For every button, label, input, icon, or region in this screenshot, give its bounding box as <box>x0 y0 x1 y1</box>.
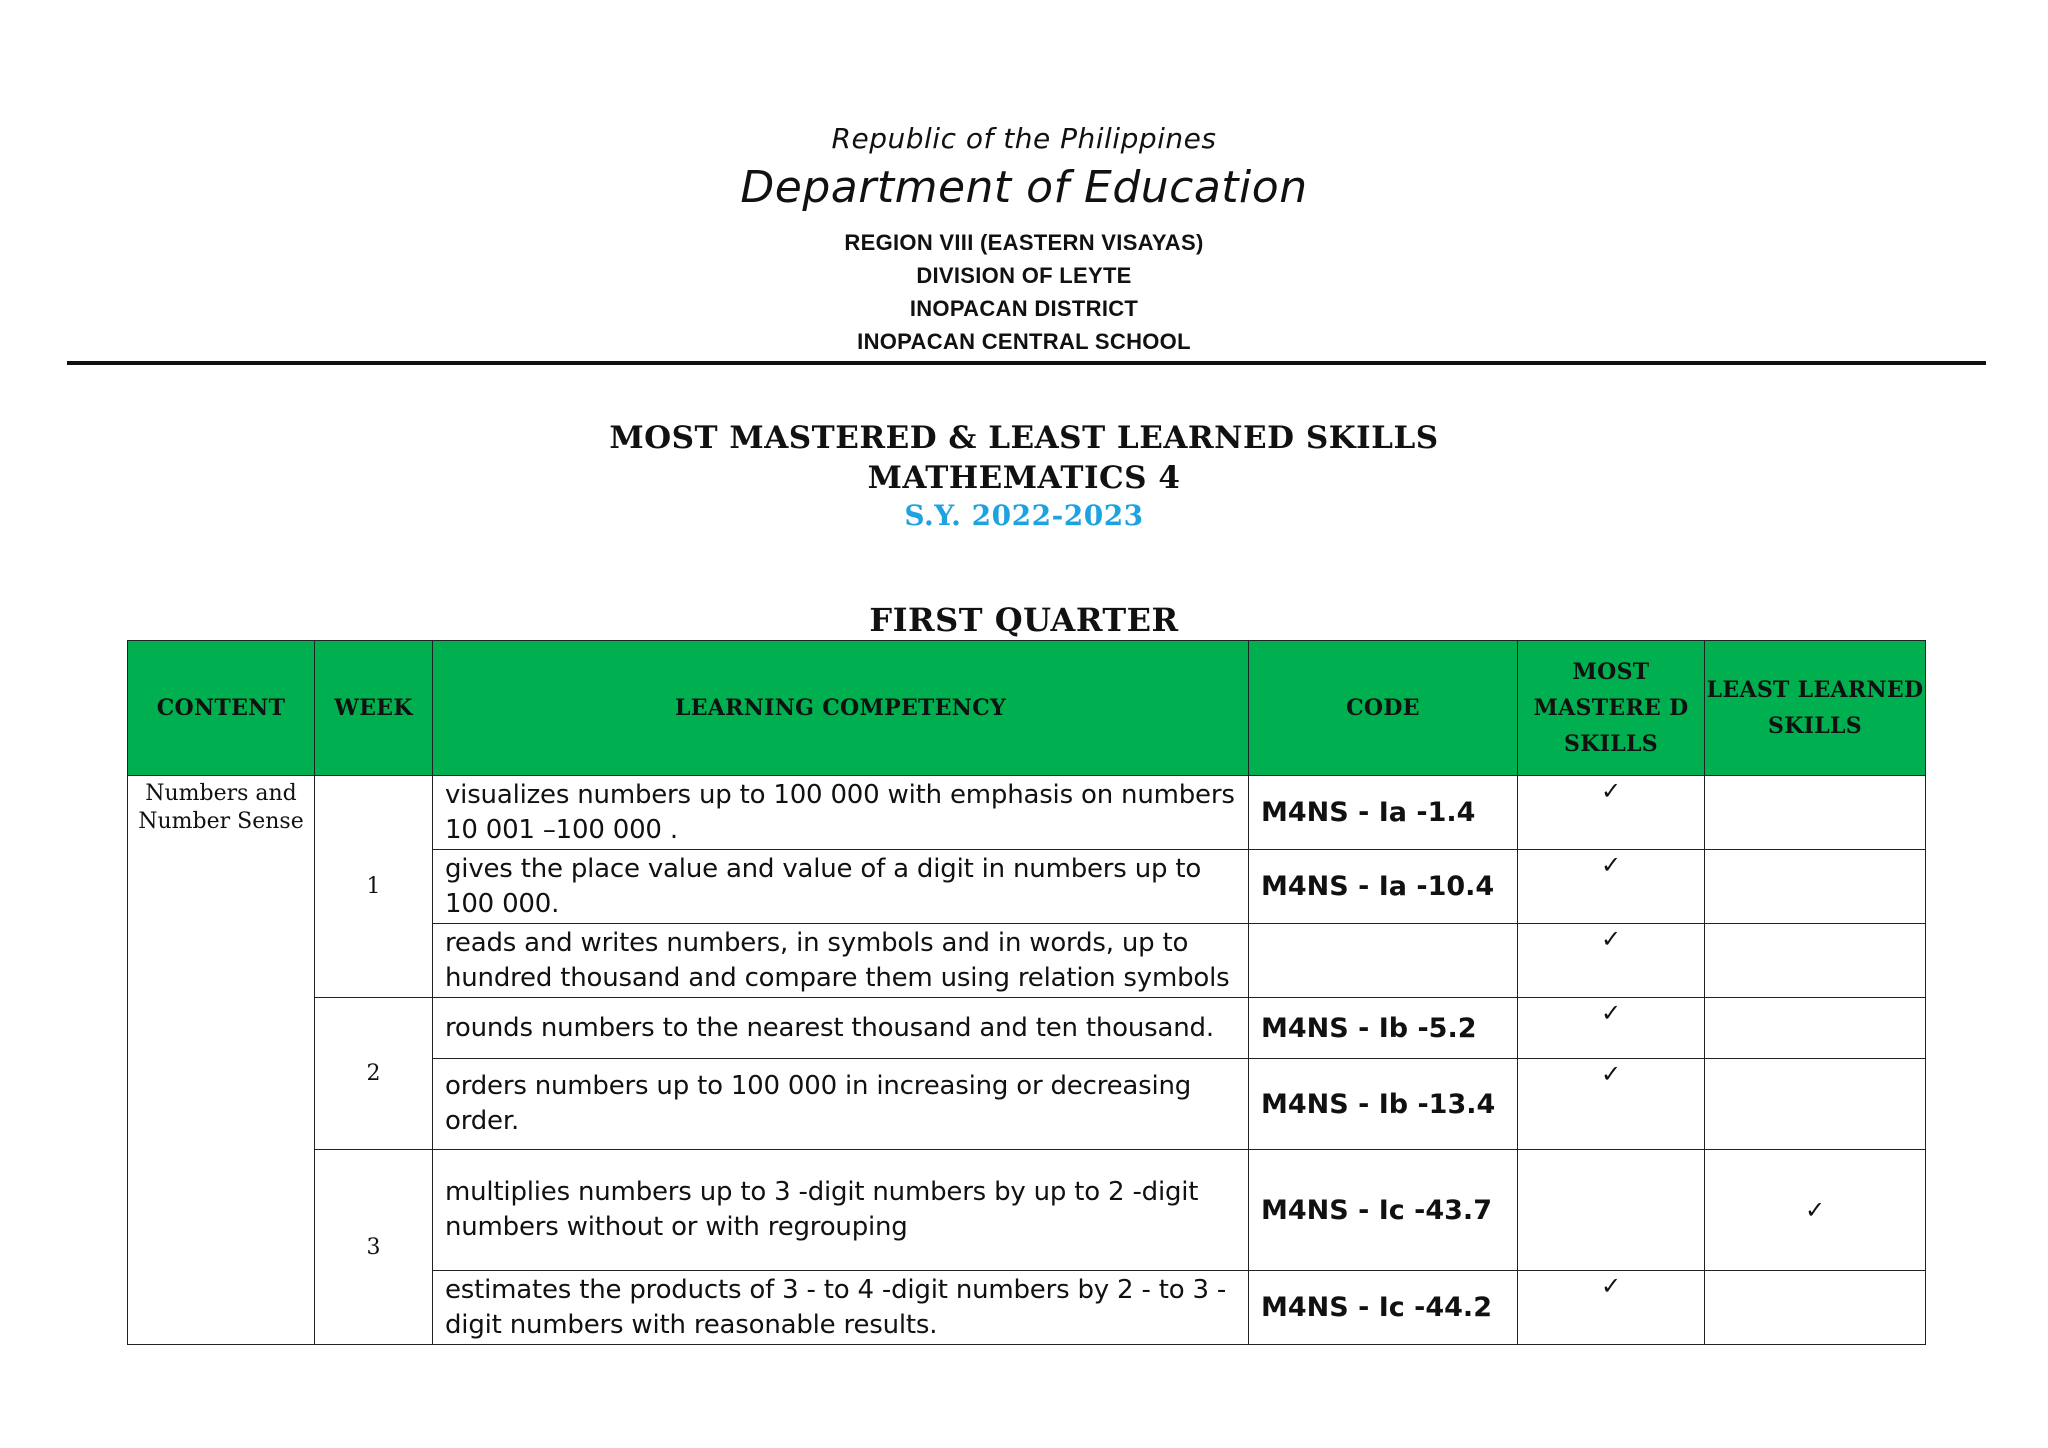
most-mastered-check: ✓ <box>1518 1059 1705 1150</box>
competency-cell: gives the place value and value of a digit in numbers up to 100 000. <box>433 850 1249 924</box>
school-heading: INOPACAN CENTRAL SCHOOL <box>857 329 1191 354</box>
least-learned-check <box>1705 924 1926 998</box>
most-mastered-check: ✓ <box>1518 850 1705 924</box>
skills-table <box>127 640 1926 1345</box>
code-cell: M4NS - Ic -43.7 <box>1249 1150 1518 1271</box>
code-cell <box>1249 924 1518 998</box>
competency-cell: multiplies numbers up to 3 -digit numbers by up to 2 -digit numbers without or with regrouping <box>433 1150 1249 1271</box>
week-cell: 2 <box>315 998 433 1150</box>
code-cell: M4NS - Ia -1.4 <box>1249 776 1518 850</box>
most-mastered-check: ✓ <box>1518 1271 1705 1345</box>
content-cell: Numbers and Number Sense <box>128 776 315 1345</box>
code-cell: M4NS - Ia -10.4 <box>1249 850 1518 924</box>
competency-cell: rounds numbers to the nearest thousand and ten thousand. <box>433 998 1249 1059</box>
least-learned-check: ✓ <box>1705 1150 1926 1271</box>
competency-cell: orders numbers up to 100 000 in increasing or decreasing order. <box>433 1059 1249 1150</box>
code-cell: M4NS - Ib -13.4 <box>1249 1059 1518 1150</box>
subject-title: MATHEMATICS 4 <box>867 460 1181 496</box>
most-mastered-check: ✓ <box>1518 998 1705 1059</box>
table-row <box>128 998 1926 1059</box>
district-heading: INOPACAN DISTRICT <box>909 296 1139 321</box>
least-learned-check <box>1705 998 1926 1059</box>
code-cell: M4NS - Ic -44.2 <box>1249 1271 1518 1345</box>
least-learned-check <box>1705 1059 1926 1150</box>
least-learned-check <box>1705 850 1926 924</box>
republic-heading: Republic of the Philippines <box>831 122 1217 155</box>
header-week: WEEK <box>315 641 433 776</box>
most-mastered-check: ✓ <box>1518 776 1705 850</box>
header-most-mastered: MOST MASTERE D SKILLS <box>1518 641 1705 776</box>
table-header-row <box>128 641 1926 776</box>
region-heading: REGION VIII (EASTERN VISAYAS) <box>844 230 1204 255</box>
least-learned-check <box>1705 1271 1926 1345</box>
quarter-title: FIRST QUARTER <box>869 601 1179 639</box>
header-content: CONTENT <box>128 641 315 776</box>
competency-cell: reads and writes numbers, in symbols and in words, up to hundred thousand and compare them using relation symbols <box>433 924 1249 998</box>
header-code: CODE <box>1249 641 1518 776</box>
competency-cell: visualizes numbers up to 100 000 with emphasis on numbers 10 001 –100 000 . <box>433 776 1249 850</box>
week-cell: 1 <box>315 776 433 998</box>
code-cell: M4NS - Ib -5.2 <box>1249 998 1518 1059</box>
header-least-learned: LEAST LEARNED SKILLS <box>1705 641 1926 776</box>
division-heading: DIVISION OF LEYTE <box>916 263 1132 288</box>
header-divider <box>67 361 1986 365</box>
document-title: MOST MASTERED & LEAST LEARNED SKILLS <box>609 420 1439 456</box>
most-mastered-check: ✓ <box>1518 924 1705 998</box>
header-competency: LEARNING COMPETENCY <box>433 641 1249 776</box>
table-row <box>128 776 1926 850</box>
week-cell: 3 <box>315 1150 433 1345</box>
table-row <box>128 1150 1926 1271</box>
competency-cell: estimates the products of 3 - to 4 -digit numbers by 2 - to 3 - digit numbers with reasonable results. <box>433 1271 1249 1345</box>
most-mastered-check <box>1518 1150 1705 1271</box>
least-learned-check <box>1705 776 1926 850</box>
school-year: S.Y. 2022-2023 <box>904 499 1144 532</box>
department-heading: Department of Education <box>740 162 1308 213</box>
